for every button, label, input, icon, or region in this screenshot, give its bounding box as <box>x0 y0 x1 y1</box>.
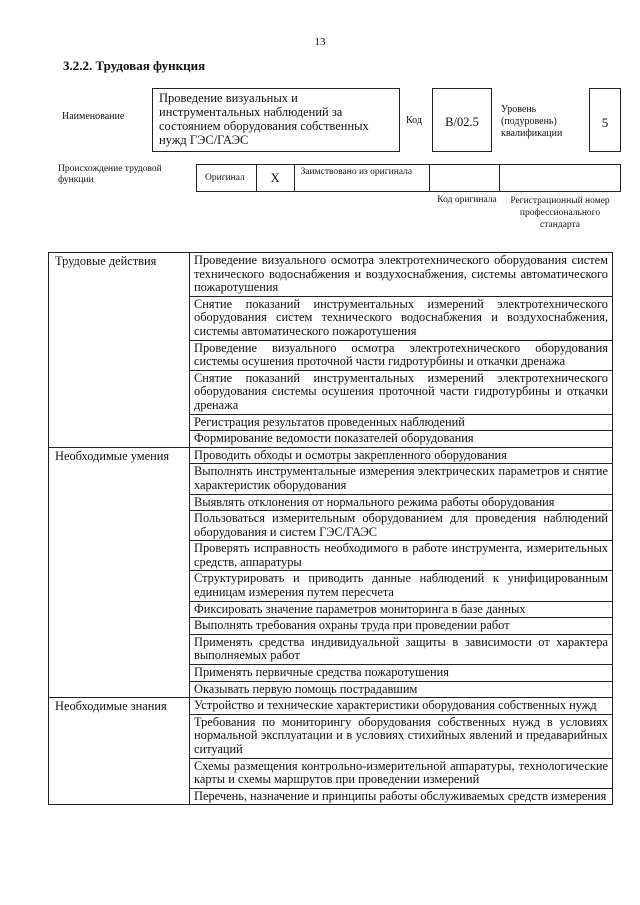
item-cell: Применять первичные средства пожаротушения <box>190 665 613 682</box>
item-cell: Проведение визуального осмотра электротехнического оборудования систем технического водоснабжения и воздухоснабжения, системы автоматического пожаротушения <box>190 253 613 297</box>
qualification-level-box: 5 <box>589 88 621 152</box>
item-cell: Устройство и технические характеристики оборудования собственных нужд <box>190 698 613 715</box>
item-cell: Формирование ведомости показателей оборудования <box>190 431 613 448</box>
registration-number-caption: Регистрационный номер профессионального стандарта <box>510 196 610 230</box>
item-cell: Проведение визуального осмотра электротехнического оборудования системы осушения проточной части гидротурбины и откачки дренажа <box>190 340 613 370</box>
item-cell: Фиксировать значение параметров мониторинга в базе данных <box>190 601 613 618</box>
item-cell: Регистрация результатов проведенных наблюдений <box>190 414 613 431</box>
page-number: 13 <box>314 36 326 48</box>
item-cell: Требования по мониторингу оборудования собственных нужд в условиях нормальной эксплуатации и в условиях стихийных явлений и предаварийных ситуаций <box>190 714 613 758</box>
original-code-caption: Код оригинала <box>437 195 497 205</box>
original-code-cell <box>430 165 500 191</box>
code-value-box: B/02.5 <box>432 88 492 152</box>
function-name-box: Проведение визуальных и инструментальных наблюдений за состоянием оборудования собственных нужд ГЭС/ГАЭС <box>152 88 400 152</box>
table-row <box>49 698 613 715</box>
origin-label: Происхождение трудовой функции <box>58 164 162 185</box>
table-row <box>49 447 613 464</box>
item-cell: Оказывать первую помощь пострадавшим <box>190 681 613 698</box>
qualification-level-label: Уровень (подуровень) квалификации <box>501 104 563 139</box>
item-cell: Выполнять инструментальные измерения электрических параметров и снятие характеристик оборудования <box>190 464 613 494</box>
category-cell: Трудовые действия <box>49 253 190 448</box>
code-label: Код <box>406 115 422 126</box>
category-cell: Необходимые знания <box>49 698 190 805</box>
name-label: Наименование <box>62 111 125 122</box>
table-row <box>49 253 613 297</box>
section-title: 3.2.2. Трудовая функция <box>63 58 206 73</box>
item-cell: Перечень, назначение и принципы работы обслуживаемых средств измерения <box>190 788 613 805</box>
item-cell: Структурировать и приводить данные наблюдений к унифицированным единицам измерения путем пересчета <box>190 571 613 601</box>
category-cell: Необходимые умения <box>49 447 190 698</box>
item-cell: Снятие показаний инструментальных измерений электротехнического оборудования системы осушения проточной части гидротурбины и откачки дренажа <box>190 370 613 414</box>
item-cell: Пользоваться измерительным оборудованием для проведения наблюдений оборудования и систем ГЭС/ГАЭС <box>190 511 613 541</box>
original-label: Оригинал <box>197 165 257 191</box>
labor-function-table <box>48 252 613 805</box>
item-cell: Применять средства индивидуальной защиты в зависимости от характера выполняемых работ <box>190 634 613 664</box>
registration-number-cell <box>500 165 620 191</box>
item-cell: Снятие показаний инструментальных измерений электротехнического оборудования систем технического водоснабжения и воздухоснабжения, системы автоматического пожаротушения <box>190 296 613 340</box>
item-cell: Выполнять требования охраны труда при проведении работ <box>190 618 613 635</box>
borrowed-label: Заимствовано из оригинала <box>295 165 430 191</box>
item-cell: Схемы размещения контрольно-измерительной аппаратуры, технологические карты и схемы маршрутов при проведении измерений <box>190 758 613 788</box>
origin-row <box>196 164 621 192</box>
original-mark: X <box>257 165 295 191</box>
item-cell: Проводить обходы и осмотры закрепленного оборудования <box>190 447 613 464</box>
item-cell: Проверять исправность необходимого в работе инструмента, измерительных средств, аппаратуры <box>190 541 613 571</box>
item-cell: Выявлять отклонения от нормального режима работы оборудования <box>190 494 613 511</box>
